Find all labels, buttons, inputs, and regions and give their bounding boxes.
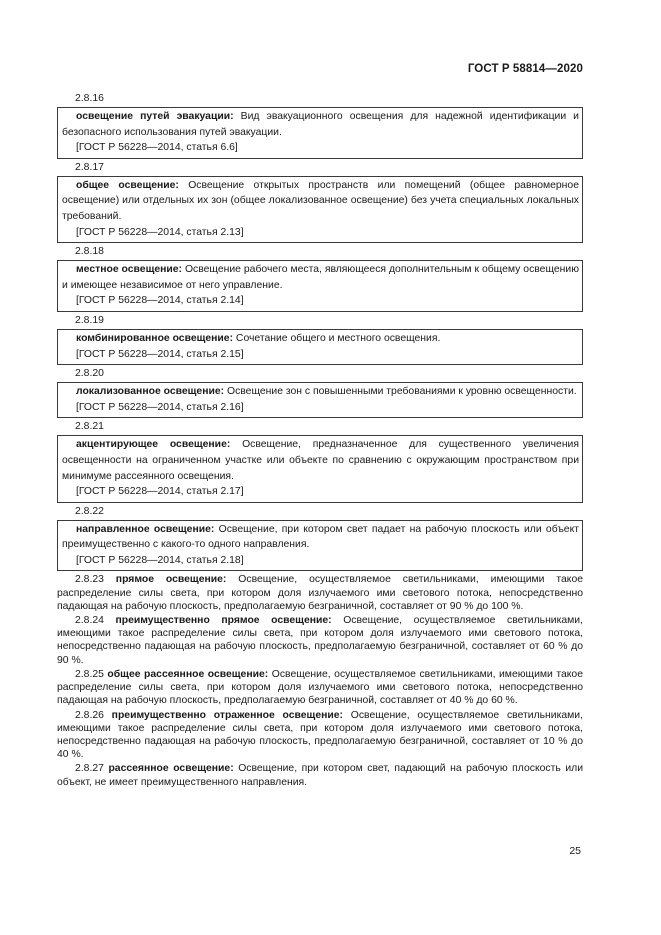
term-name: комбинированное освещение: [76, 332, 234, 344]
term-definition [62, 384, 579, 400]
clause-number: 2.8.20 [75, 368, 104, 380]
clause-number: 2.8.22 [75, 505, 104, 517]
term-name: преимущественно прямое освещение: [115, 615, 332, 627]
definition-paragraph [57, 709, 583, 762]
term-reference: [ГОСТ Р 56228—2014, статья 6.6] [76, 142, 238, 154]
term-box [57, 435, 583, 502]
term-reference: [ГОСТ Р 56228—2014, статья 2.13] [76, 226, 244, 238]
definition-paragraph [57, 614, 583, 667]
term-name: локализованное освещение: [76, 386, 225, 398]
plain-definitions [57, 573, 583, 788]
term-reference: [ГОСТ Р 56228—2014, статья 2.17] [76, 486, 244, 498]
term-reference: [ГОСТ Р 56228—2014, статья 2.15] [76, 348, 244, 360]
term-name: освещение путей эвакуации: [76, 111, 234, 122]
term-text: Освещение, при котором свет падает на рабочую плоскость или объект преимущественно с какого-то одного направления. [62, 523, 580, 551]
term-definition [62, 262, 579, 293]
term-box [57, 176, 583, 243]
term-reference: [ГОСТ Р 56228—2014, статья 2.18] [76, 554, 244, 566]
clause-number: 2.8.26 [75, 709, 104, 721]
term-text: Вид эвакуационного освещения для надежной идентификации и безопасного использования путей эвакуации. [62, 111, 579, 138]
clause-number: 2.8.23 [75, 574, 104, 586]
clause-number: 2.8.17 [75, 161, 104, 173]
term-text: Освещение зон с повышенными требованиями к уровню освещенности. [224, 386, 577, 398]
term-definition [62, 178, 579, 225]
clause-number: 2.8.21 [75, 421, 104, 433]
document-body [57, 91, 583, 789]
term-text: Освещение открытых пространств или помещений (общее равномерное освещение) или отдельных их зон (общее локализованное освещение) без учета специальных локальных требований. [62, 179, 579, 222]
document-code: ГОСТ Р 58814—2020 [467, 63, 583, 75]
term-text: Освещение, осуществляемое светильниками, имеющими такое распределение силы света, при котором доля излучаемого ими светового потока, непосредственно падающая на рабочую плоскость, предполагаемую безграничной, составляет от 40 % до 60 %. [57, 668, 583, 707]
term-name: общее рассеянное освещение: [107, 668, 269, 680]
term-reference: [ГОСТ Р 56228—2014, статья 2.16] [76, 401, 244, 413]
definition-paragraph [57, 573, 583, 613]
term-box [57, 520, 583, 572]
term-definition [62, 437, 579, 484]
term-name: прямое освещение: [115, 574, 227, 586]
term-box [57, 260, 583, 312]
term-name: общее освещение: [76, 179, 179, 191]
term-text: Освещение, предназначенное для существенного увеличения освещенности на ограниченном участке или объекте по сравнению с окружающим пространством при минимуме рассеянного освещения. [62, 439, 579, 482]
term-text: Освещение рабочего места, являющееся дополнительным к общему освещению и имеющее независимое от него управление. [62, 264, 579, 291]
term-text: Освещение, осуществляемое светильниками, имеющими такое распределение силы света, при котором доля излучаемого ими светового потока, непосредственно падающая на рабочую плоскость, предполагаемую безграничной, составляет от 60 % до 90 %. [57, 615, 583, 666]
definition-paragraph [57, 762, 583, 788]
page-number: 25 [569, 845, 581, 857]
clause-number: 2.8.18 [75, 246, 104, 258]
term-definition [62, 331, 579, 347]
term-definition [62, 109, 579, 140]
clause-number: 2.8.24 [75, 615, 104, 627]
term-name: местное освещение: [76, 264, 183, 276]
term-box [57, 107, 583, 159]
term-reference: [ГОСТ Р 56228—2014, статья 2.14] [76, 295, 244, 307]
term-definition [62, 522, 579, 553]
term-text: Освещение, осуществляемое светильниками, имеющими такое распределение силы света, при котором доля излучаемого ими светового потока, непосредственно падающая на рабочую плоскость, предполагаемую безграничной, составляет от 90 % до 100 %. [57, 574, 584, 612]
clause-number: 2.8.19 [75, 314, 104, 326]
definition-paragraph [57, 668, 583, 708]
term-box [57, 382, 583, 418]
term-name: направленное освещение: [76, 523, 215, 535]
term-box [57, 329, 583, 365]
term-name: рассеянное освещение: [108, 763, 234, 775]
clause-number: 2.8.27 [75, 763, 104, 775]
term-text: Освещение, осуществляемое светильниками, имеющими такое распределение силы света, при котором доля излучаемого ими светового потока, непосредственно падающая на рабочую плоскость, предполагаемую безграничной, составляет от 10 % до 40 %. [57, 709, 583, 761]
clause-number: 2.8.25 [75, 668, 104, 680]
term-name: акцентирующее освещение: [76, 439, 231, 451]
term-text: Освещение, при котором свет, падающий на рабочую плоскость или объект, не имеет преимущественного направления. [57, 763, 583, 788]
term-text: Сочетание общего и местного освещения. [233, 332, 441, 344]
term-name: преимущественно отраженное освещение: [111, 709, 343, 721]
clause-number: 2.8.16 [75, 93, 104, 104]
